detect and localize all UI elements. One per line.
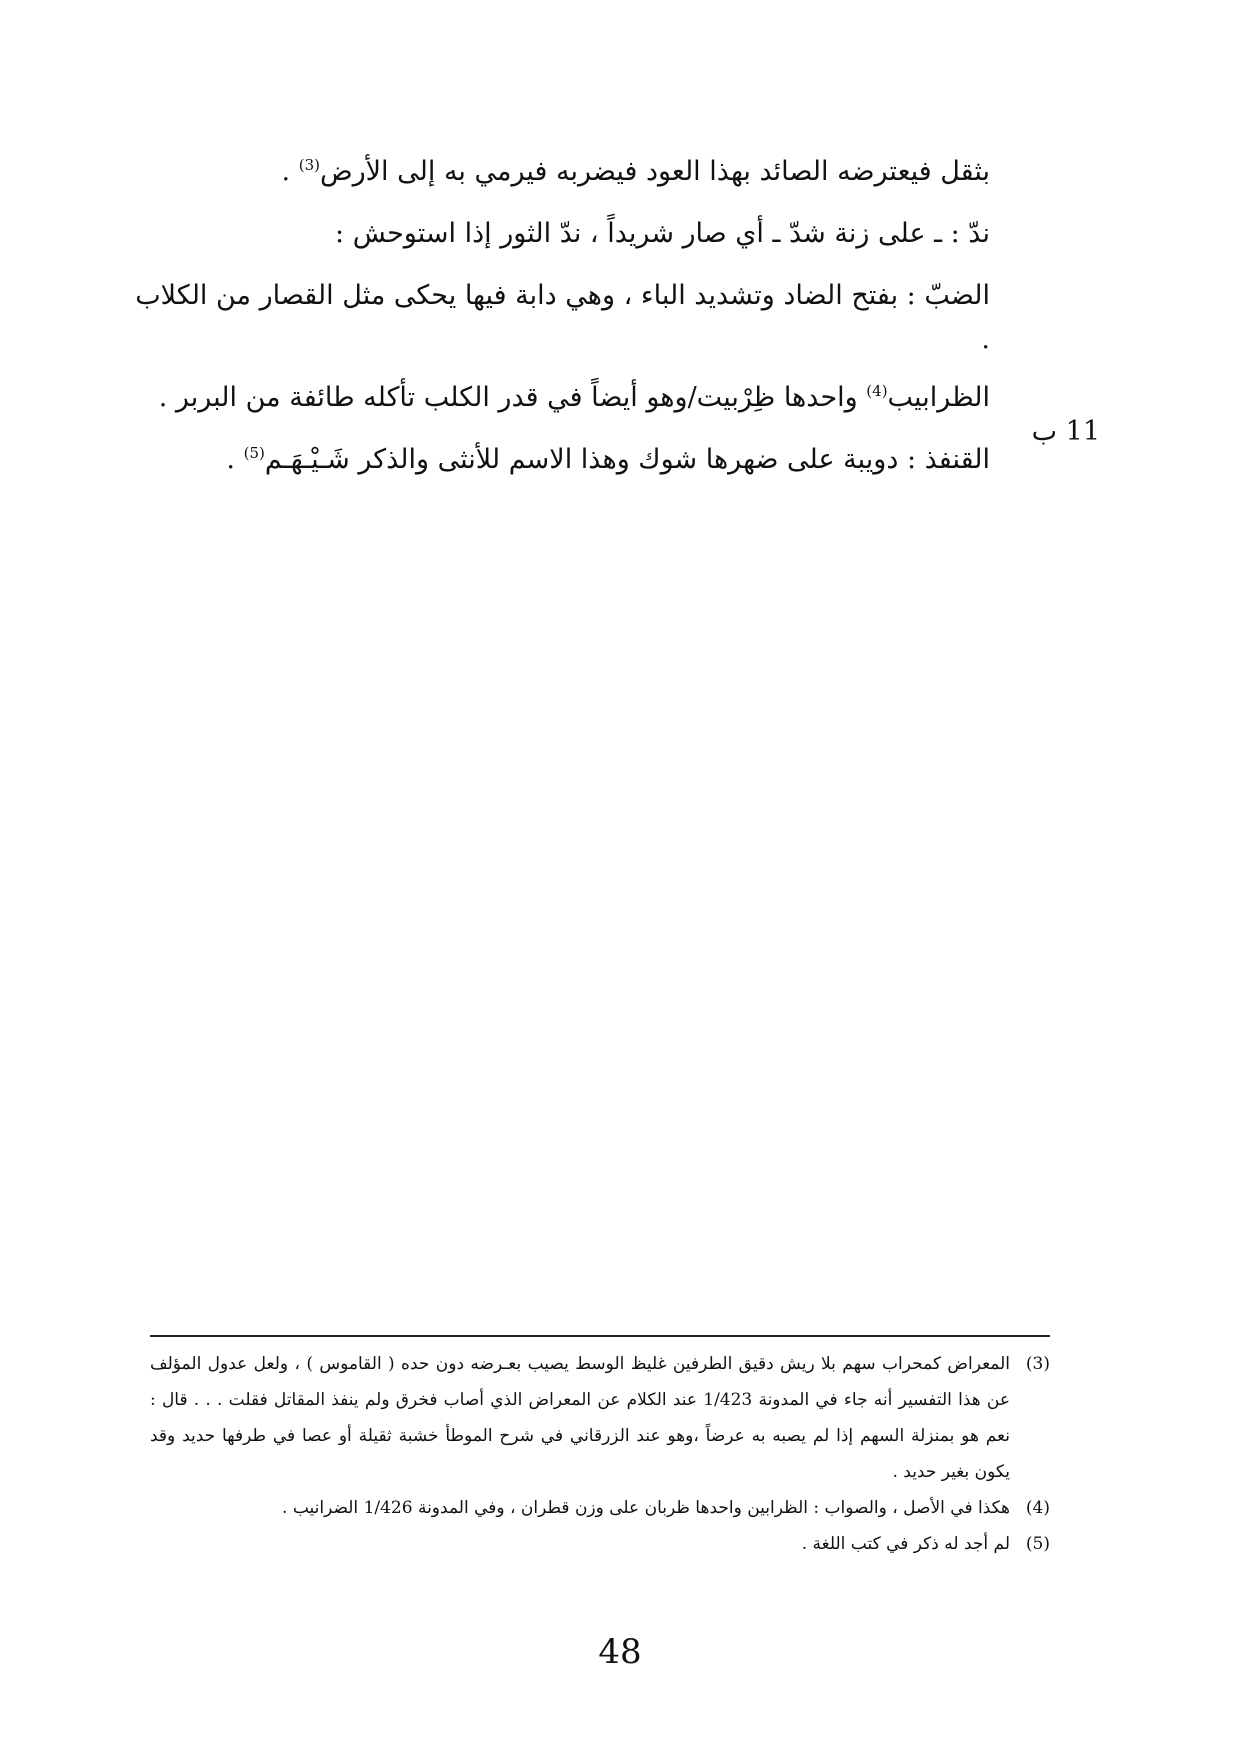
text-line-5 [120,438,990,482]
footnote-text: لم أجد له ذكر في كتب اللغة . [801,1534,1010,1554]
footnote-number: (5) [1025,1534,1050,1554]
text-line-1-content: بثقل فيعترضه الصائد بهذا العود فيضربه فيرمي به إلى الأرض [319,156,990,187]
main-text-block [120,150,990,500]
text-line-5-content: القنفذ : دويبة على ضهرها شوك وهذا الاسم للأنثى والذكر شَـيْـهَـم [264,444,990,475]
footnotes-block [150,1346,1050,1562]
footnote-4 [150,1490,1050,1526]
footnote-number: (4) [1025,1498,1050,1518]
page-number: 48 [598,1632,642,1672]
footnote-5 [150,1526,1050,1562]
text-line-4-rest: واحدها ظِرْبيت/وهو أيضاً في قدر الكلب تأكله طائفة من البربر . [158,382,867,413]
text-line-3: الضبّ : بفتح الضاد وتشديد الباء ، وهي دابة فيها يحكى مثل القصار من الكلاب . [135,280,990,355]
text-line-2: ندّ : ـ على زنة شدّ ـ أي صار شريداً ، ندّ الثور إذا استوحش : [335,218,990,249]
text-line-4-start: الظرابيب [887,382,990,413]
text-line-5-end: . [226,444,244,475]
footnote-3 [150,1346,1050,1490]
footnote-text: هكذا في الأصل ، والصواب : الظرابين واحدها ظربان على وزن قطران ، وفي المدونة 1/426 الضرانيب . [282,1498,1010,1518]
footnote-ref-4[interactable]: (4) [866,382,888,400]
text-line-4 [120,376,990,420]
folio-marker: 11 ب [1031,416,1100,447]
text-line-1-end: . [281,156,299,187]
text-line-1 [120,150,990,194]
footnote-ref-5[interactable]: (5) [243,444,265,462]
footnote-ref-3[interactable]: (3) [298,156,320,174]
footnote-number: (3) [1025,1354,1050,1374]
footnote-divider [150,1335,1050,1337]
footnote-text: المعراض كمحراب سهم بلا ريش دقيق الطرفين غليظ الوسط يصيب بعـرضه دون حده ( القاموس ) ، ولعل عدول المؤلف عن هذا التفسير أنه جاء في المدونة 1/423 عند الكلام عن المعراض الذي أصاب فخرق ولم ينفذ المقاتل فقلت . . . قال : نعم هو بمنزلة السهم إذا لم يصبه به عرضاً ،وهو عند الزرقاني في شرح الموطأ خشبة ثقيلة أو عصا في طرفها حديد وقد يكون بغير حديد . [150,1354,1011,1482]
